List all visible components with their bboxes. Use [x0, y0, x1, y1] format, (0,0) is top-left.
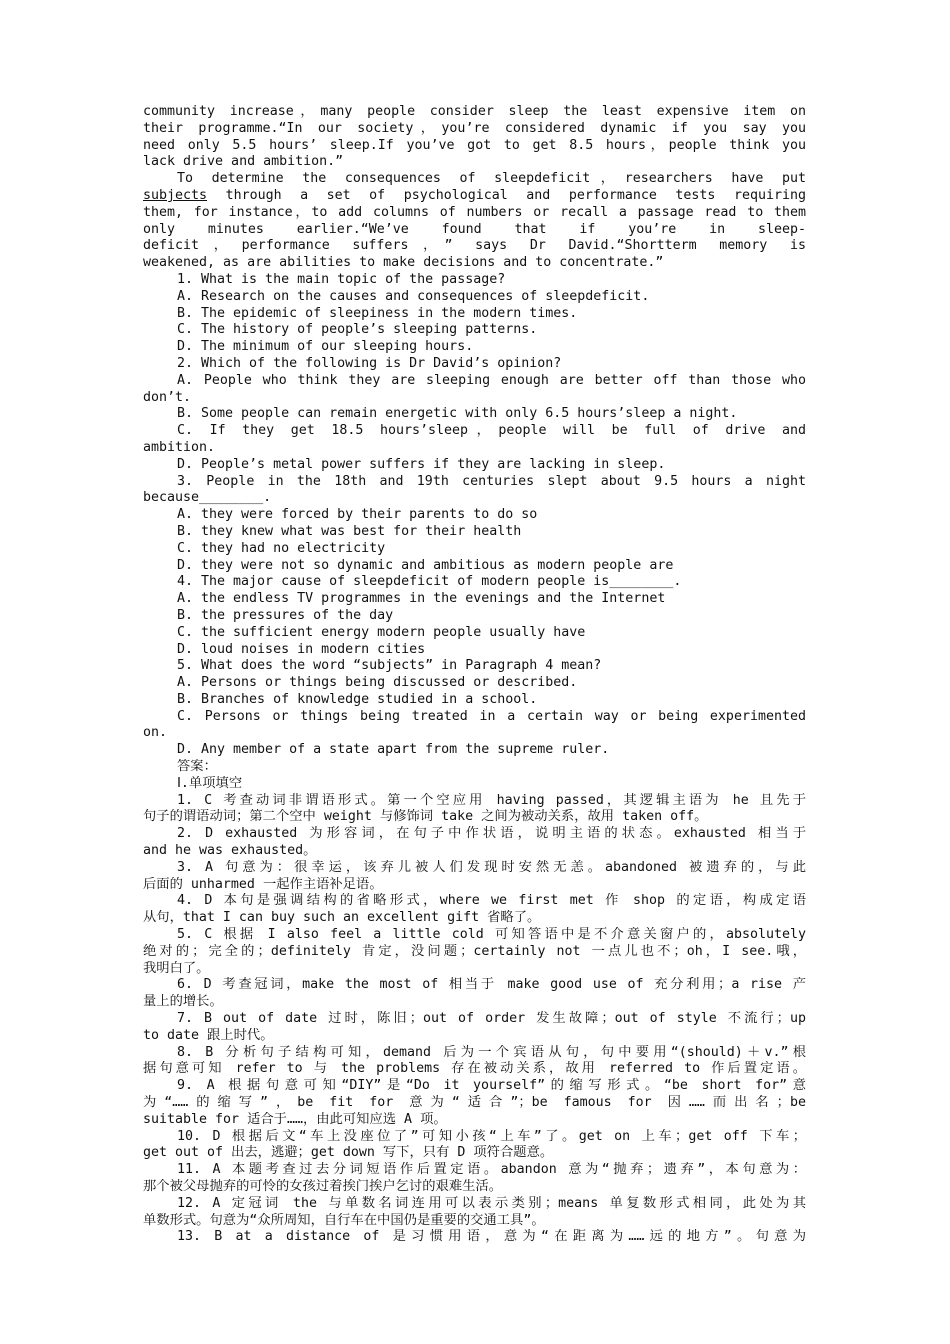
- text-line: B. they knew what was best for their health: [177, 523, 522, 539]
- text-line: A. Research on the causes and consequences of sleepdeficit.: [177, 288, 650, 304]
- text-line: D. they were not so dynamic and ambitious as modern people are: [177, 557, 674, 573]
- text-line: need only 5.5 hours’ sleep.If you’ve got to get 8.5 hours，people think you: [143, 137, 806, 153]
- text-line: A. they were forced by their parents to do so: [177, 507, 538, 523]
- underlined-word: subjects: [143, 187, 208, 203]
- text-line: C. they had no electricity: [177, 540, 386, 556]
- text-line: 12. A 定冠词 the 与单数名词连用可以表示类别；means 单复数形式相同，此处为其: [177, 1195, 806, 1211]
- text-line: 单数形式。句意为“众所周知，自行车在中国仍是重要的交通工具”。: [143, 1212, 545, 1228]
- text-line: 4. The major cause of sleepdeficit of modern people is________.: [177, 574, 682, 590]
- text-line: 答案：: [177, 759, 217, 775]
- text-line: 2. D exhausted 为形容词，在句子中作状语，说明主语的状态。exhausted 相当于: [177, 826, 806, 842]
- text-line: 11. A 本题考查过去分词短语作后置定语。abandon 意为“抛弃；遗弃”，本句意为：: [177, 1162, 806, 1178]
- line-rest: through a set of psychological and performance tests requiring: [207, 187, 806, 203]
- text-line: D. The minimum of our sleeping hours.: [177, 339, 474, 355]
- text-line: D. Any member of a state apart from the supreme ruler.: [177, 742, 610, 758]
- text-line: only minutes earlier.“We’ve found that if you’re in sleep-: [143, 221, 806, 237]
- text-line: 4. D 本句是强调结构的省略形式，where we first met 作 shop 的定语，构成定语: [177, 893, 806, 909]
- text-line: community increase，many people consider sleep the least expensive item on: [143, 104, 806, 119]
- text-line: C. the sufficient energy modern people usually have: [177, 624, 586, 640]
- text-line: B. the pressures of the day: [177, 607, 394, 623]
- text-line: 8. B 分析句子结构可知，demand 后为一个宾语从句，句中要用“(should)＋v.”根: [177, 1044, 806, 1060]
- text-line: D. loud noises in modern cities: [177, 641, 426, 657]
- text-line: 1. C 考查动词非谓语形式。第一个空应用 having passed，其逻辑主语为 he 且先于: [177, 792, 806, 808]
- text-line: 从句，that I can buy such an excellent gift 省略了。: [143, 910, 541, 926]
- text-line: deficit，performance suffers，” says Dr David.“Shortterm memory is: [143, 238, 806, 254]
- text-line: 据句意可知 refer to 与 the problems 存在被动关系，故用 referred to 作后置定语。: [143, 1061, 806, 1077]
- text-line: 3. A 句意为：很幸运，该弃儿被人们发现时安然无恙。abandoned 被遗弃的，与此: [177, 859, 806, 875]
- text-line: B. The epidemic of sleepiness in the modern times.: [177, 305, 578, 321]
- text-line: C. The history of people’s sleeping patterns.: [177, 322, 538, 338]
- text-line: To determine the consequences of sleepdeficit，researchers have put: [177, 171, 806, 187]
- text-line: get out of 出去，逃避；get down 写下，只有 D 项符合题意。: [143, 1145, 554, 1161]
- document-body: [143, 104, 806, 1246]
- text-line: 句子的谓语动词；第二个空中 weight 与修饰词 take 之间为被动关系，故用 taken off。: [143, 809, 708, 825]
- text-line: 1. What is the main topic of the passage?: [177, 271, 506, 287]
- text-line: 我明白了。: [143, 960, 210, 976]
- text-line: on.: [143, 725, 168, 741]
- text-line: 绝对的；完全的；definitely 肯定，没问题；certainly not 一点儿也不；oh，I see.哦，: [143, 943, 806, 959]
- text-line: 5. What does the word “subjects” in Paragraph 4 mean?: [177, 658, 602, 674]
- text-line: don’t.: [143, 389, 192, 405]
- text-line: lack drive and ambition.”: [143, 154, 344, 170]
- text-line: weakened, as are abilities to make decisions and to concentrate.”: [143, 255, 664, 271]
- text-line: 5. C 根据 I also feel a little cold 可知答语中是不介意关窗户的，absolutely: [177, 927, 806, 943]
- text-line: them, for instance，to add columns of numbers or recall a passage read to them: [143, 204, 806, 220]
- text-line: ambition.: [143, 439, 216, 455]
- text-line: C. If they get 18.5 hours’sleep，people will be full of drive and: [177, 423, 806, 439]
- text-line: their programme.“In our society，you’re considered dynamic if you say you: [143, 120, 806, 136]
- text-line: to date 跟上时代。: [143, 1027, 274, 1043]
- text-line: [143, 188, 806, 205]
- text-line: 10. D 根据后文“车上没座位了”可知小孩“上车”了。get on 上车；get off 下车；: [177, 1128, 806, 1144]
- text-line: B. Some people can remain energetic with only 6.5 hours’sleep a night.: [177, 406, 738, 422]
- text-line: 量上的增长。: [143, 994, 223, 1010]
- text-line: 13. B at a distance of 是习惯用语，意为“在距离为……远的地方”。句意为: [177, 1229, 806, 1245]
- text-line: B. Branches of knowledge studied in a school.: [177, 691, 538, 707]
- text-line: 9. A 根据句意可知“DIY”是“Do it yourself”的缩写形式。“be short for”意: [177, 1078, 806, 1094]
- text-line: Ⅰ.单项填空: [177, 775, 243, 791]
- text-line: 3. People in the 18th and 19th centuries slept about 9.5 hours a night: [177, 473, 806, 489]
- text-line: 那个被父母抛弃的可怜的女孩过着挨门挨户乞讨的艰难生活。: [143, 1179, 503, 1194]
- text-line: A. People who think they are sleeping enough are better off than those who: [177, 372, 806, 388]
- text-line: 7. B out of date 过时，陈旧；out of order 发生故障；out of style 不流行；up: [177, 1011, 806, 1027]
- text-line: C. Persons or things being treated in a certain way or being experimented: [177, 708, 806, 724]
- text-line: 为“……的缩写”，be fit for 意为“适合”；be famous for 因……而出名；be: [143, 1095, 806, 1111]
- text-line: D. People’s metal power suffers if they are lacking in sleep.: [177, 456, 666, 472]
- text-line: because________.: [143, 490, 272, 506]
- text-line: and he was exhausted。: [143, 843, 317, 859]
- text-line: 6. D 考查冠词，make the most of 相当于 make good use of 充分利用；a rise 产: [177, 977, 806, 993]
- text-line: 2. Which of the following is Dr David’s opinion?: [177, 355, 562, 371]
- text-line: suitable for 适合于……，由此可知应选 A 项。: [143, 1111, 447, 1127]
- text-line: A. Persons or things being discussed or described.: [177, 675, 578, 691]
- text-line: 后面的 unharmed 一起作主语补足语。: [143, 876, 383, 892]
- text-line: A. the endless TV programmes in the evenings and the Internet: [177, 591, 666, 607]
